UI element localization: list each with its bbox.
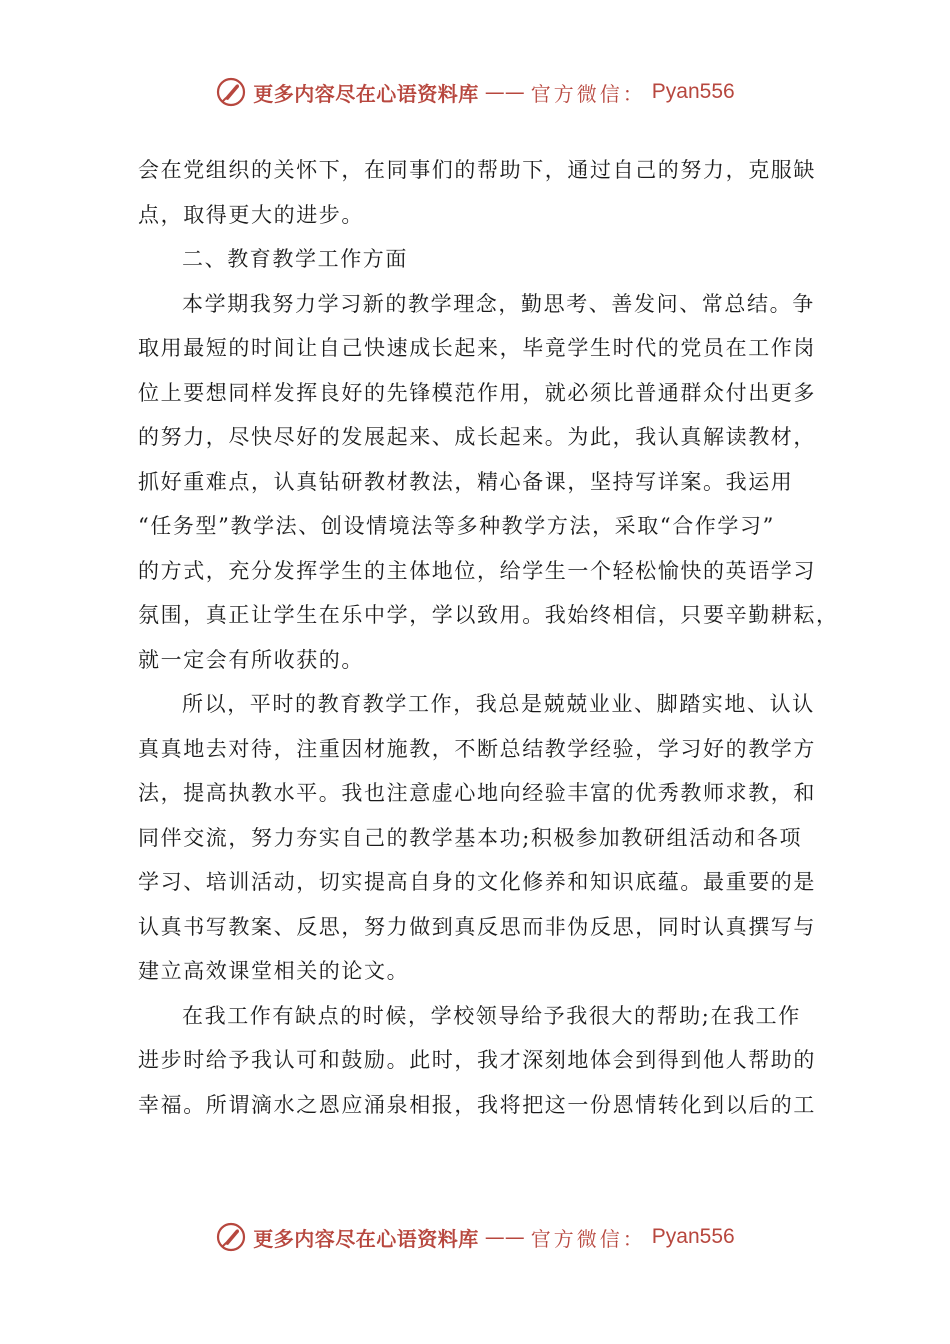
text-line: 抓好重难点，认真钻研教材教法，精心备课，坚持写详案。我运用: [138, 469, 794, 494]
text-line: “任务型”教学法、创设情境法等多种教学方法，采取“合作学习”: [138, 514, 775, 538]
text-line: 本学期我努力学习新的教学理念，勤思考、善发问、常总结。争: [182, 291, 815, 316]
text-line: 幸福。所谓滴水之恩应涌泉相报，我将把这一份恩情转化到以后的工: [138, 1092, 816, 1117]
text-line: 学习、培训活动，切实提高自身的文化修养和知识底蕴。最重要的是: [138, 870, 816, 894]
banner-wechat-label: 官方微信：: [530, 1226, 646, 1251]
banner-separator: ——: [484, 80, 525, 104]
text-line: 会在党组织的关怀下，在同事们的帮助下，通过自己的努力，克服缺: [138, 158, 816, 182]
text-line: 进步时给予我认可和鼓励。此时，我才深刻地体会到得到他人帮助的: [138, 1048, 816, 1072]
text-line: 点，取得更大的进步。: [138, 202, 364, 227]
banner-brand-text: 更多内容尽在心语资料库: [253, 1226, 479, 1251]
header-banner: [0, 72, 950, 112]
text-line: 取用最短的时间让自己快速成长起来，毕竟学生时代的党员在工作岗: [138, 336, 816, 360]
text-line: 同伴交流，努力夯实自己的教学基本功;积极参加教研组活动和各项: [138, 825, 803, 850]
text-line: 位上要想同样发挥良好的先锋模范作用，就必须比普通群众付出更多: [138, 380, 816, 405]
banner-wechat-id: Pyan556: [651, 80, 735, 103]
text-line: 氛围，真正让学生在乐中学，学以致用。我始终相信，只要辛勤耕耘，: [138, 603, 839, 627]
banner-wechat-label: 官方微信：: [530, 81, 646, 106]
text-line: 法，提高执教水平。我也注意虚心地向经验丰富的优秀教师求教，和: [138, 781, 816, 805]
text-line: 就一定会有所收获的。: [138, 647, 364, 672]
banner-separator: ——: [484, 1225, 525, 1249]
quill-logo-icon: [215, 1221, 247, 1253]
text-line: 的努力，尽快尽好的发展起来、成长起来。为此，我认真解读教材，: [138, 425, 816, 449]
text-line: 所以，平时的教育教学工作，我总是兢兢业业、脚踏实地、认认: [182, 692, 815, 716]
document-body: [138, 148, 839, 1127]
text-line: 认真书写教案、反思，努力做到真反思而非伪反思，同时认真撰写与: [138, 914, 816, 939]
section-heading: 二、教育教学工作方面: [182, 247, 408, 271]
quill-logo-icon: [215, 76, 247, 108]
banner-wechat-id: Pyan556: [651, 1225, 735, 1248]
text-line: 建立高效课堂相关的论文。: [138, 959, 410, 983]
banner-brand-text: 更多内容尽在心语资料库: [253, 81, 479, 106]
text-line: 的方式，充分发挥学生的主体地位，给学生一个轻松愉快的英语学习: [138, 558, 816, 583]
text-line: 在我工作有缺点的时候，学校领导给予我很大的帮助;在我工作: [182, 1003, 801, 1028]
footer-banner: [0, 1217, 950, 1257]
text-line: 真真地去对待，注重因材施教，不断总结教学经验，学习好的教学方: [138, 736, 816, 761]
